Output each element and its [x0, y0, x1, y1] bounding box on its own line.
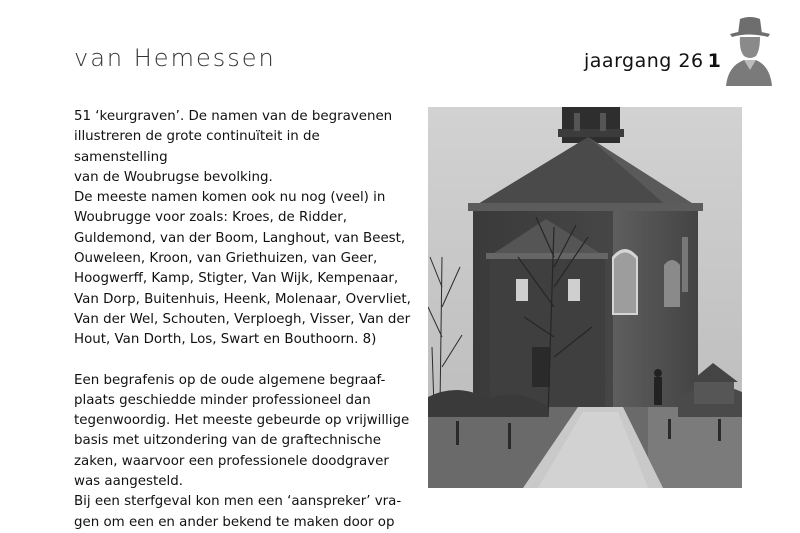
text-line: basis met uitzondering van de graftechnische	[74, 433, 381, 449]
text-line: plaats geschiedde minder professioneel dan	[74, 392, 371, 408]
issue-number: 1	[707, 50, 722, 72]
text-line: Hout, Van Dorth, Los, Swart en Bouthoorn. 8)	[74, 332, 377, 348]
paragraph	[74, 371, 414, 493]
text-line: gen om een en ander bekend te maken door op	[74, 514, 395, 530]
silhouette-man-with-hat-icon	[724, 14, 774, 86]
text-line: van de Woubrugse bevolking.	[74, 169, 273, 185]
text-line: Bij een sterfgeval kon men een ‘aanspreker’ vra-	[74, 494, 402, 510]
text-line: illustreren de grote continuïteit in de samenstelling	[74, 129, 320, 165]
text-line: Woubrugge voor zoals: Kroes, de Ridder,	[74, 210, 348, 226]
publication-title: van Hemessen	[74, 44, 276, 72]
text-line: Hoogwerff, Kamp, Stigter, Van Wijk, Kempenaar,	[74, 271, 399, 287]
issue-label	[584, 50, 721, 72]
article-body	[74, 107, 414, 533]
paragraph	[74, 188, 414, 350]
text-line: 51 ‘keurgraven’. De namen van de begravenen	[74, 109, 393, 124]
text-line: tegenwoordig. Het meeste gebeurde op vrijwillige	[74, 413, 410, 429]
church-photo	[428, 107, 742, 488]
text-line: Een begrafenis op de oude algemene begraaf-	[74, 372, 386, 388]
text-line: was aangesteld.	[74, 474, 183, 490]
text-line: De meeste namen komen ook nu nog (veel) in	[74, 190, 386, 206]
text-line: Guldemond, van der Boom, Langhout, van Beest,	[74, 230, 406, 246]
text-line: Ouweleen, Kroon, van Griethuizen, van Geer,	[74, 251, 378, 267]
text-line: zaken, waarvoor een professionele doodgraver	[74, 453, 389, 469]
paragraph	[74, 107, 414, 188]
issue-volume: jaargang 26	[584, 50, 704, 72]
text-line: Van Dorp, Buitenhuis, Heenk, Molenaar, Overvliet,	[74, 291, 411, 307]
text-line: Van der Wel, Schouten, Verploegh, Visser, Van der	[74, 311, 411, 327]
paragraph	[74, 492, 414, 533]
